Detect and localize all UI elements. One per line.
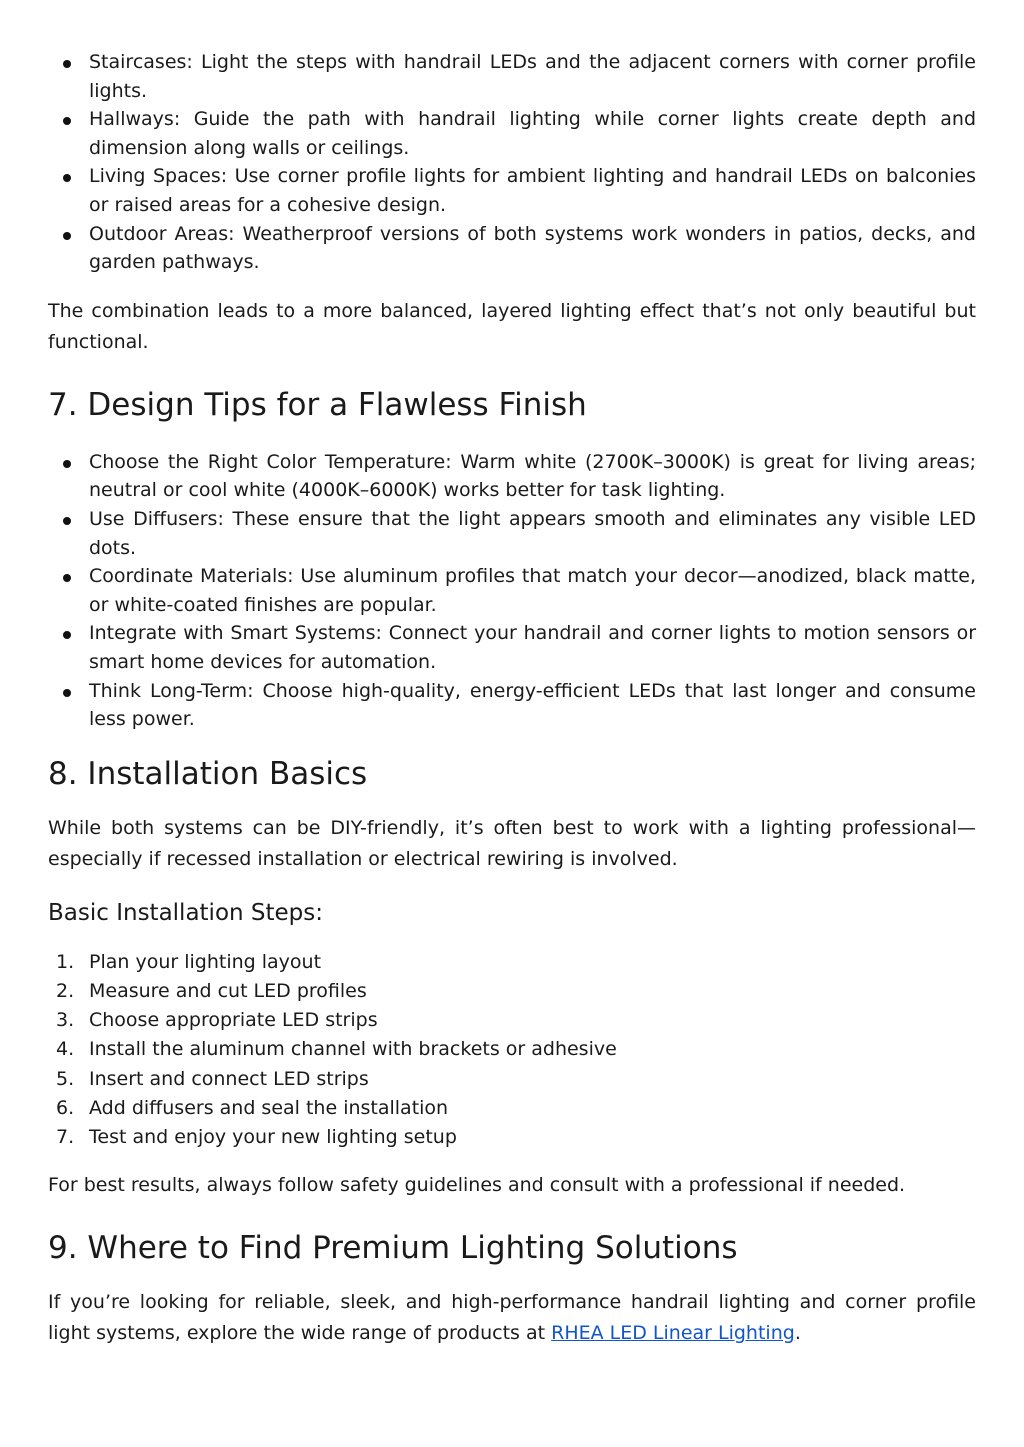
- step-number: 5.: [56, 1067, 75, 1090]
- step-number: 6.: [56, 1096, 75, 1119]
- applications-list: [48, 48, 976, 277]
- list-item: Choose the Right Color Temperature: Warm white (2700K–3000K) is great for living areas; neutral or cool white (4000K–6000K) works better for task lighting.: [48, 448, 976, 505]
- step-number: 1.: [56, 950, 75, 973]
- section-9-heading: 9. Where to Find Premium Lighting Solutions: [48, 1229, 738, 1266]
- list-item: Staircases: Light the steps with handrail LEDs and the adjacent corners with corner profile lights.: [48, 48, 976, 105]
- installation-steps-list: [48, 948, 976, 1152]
- list-item: Coordinate Materials: Use aluminum profiles that match your decor—anodized, black matte, or white-coated finishes are popular.: [48, 562, 976, 619]
- step-number: 3.: [56, 1009, 75, 1032]
- list-item: Outdoor Areas: Weatherproof versions of both systems work wonders in patios, decks, and garden pathways.: [48, 220, 976, 277]
- paragraph-text: If you’re looking for reliable, sleek, and high-performance handrail lighting and corner profile light systems, explore the wide range of products at: [48, 1290, 976, 1345]
- step-number: 7.: [56, 1125, 75, 1148]
- list-item: [48, 948, 976, 977]
- step-text: Choose appropriate LED strips: [89, 1009, 378, 1032]
- installation-intro: While both systems can be DIY-friendly, it’s often best to work with a lighting professional—especially if recessed installation or electrical rewiring is involved.: [48, 816, 976, 871]
- list-item: Think Long-Term: Choose high-quality, energy-efficient LEDs that last longer and consume less power.: [48, 677, 976, 734]
- list-item: [48, 1006, 976, 1035]
- installation-steps-subheading: Basic Installation Steps:: [48, 899, 324, 926]
- section-7-heading: 7. Design Tips for a Flawless Finish: [48, 386, 587, 423]
- combination-paragraph: The combination leads to a more balanced, layered lighting effect that’s not only beautiful but functional.: [48, 299, 976, 354]
- list-item: [48, 1094, 976, 1123]
- design-tips-list: [48, 448, 976, 734]
- document-page: [48, 46, 976, 1350]
- list-item: Living Spaces: Use corner profile lights for ambient lighting and handrail LEDs on balconies or raised areas for a cohesive design.: [48, 162, 976, 219]
- list-item: [48, 977, 976, 1006]
- list-item: Use Diffusers: These ensure that the light appears smooth and eliminates any visible LED dots.: [48, 505, 976, 562]
- step-text: Add diffusers and seal the installation: [89, 1096, 449, 1119]
- step-text: Insert and connect LED strips: [89, 1067, 369, 1090]
- premium-solutions-paragraph: [48, 1287, 976, 1350]
- section-8-heading: 8. Installation Basics: [48, 755, 368, 792]
- step-text: Measure and cut LED profiles: [89, 979, 367, 1002]
- list-item: Integrate with Smart Systems: Connect your handrail and corner lights to motion sensors or smart home devices for automation.: [48, 619, 976, 676]
- rhea-led-link[interactable]: RHEA LED Linear Lighting: [551, 1322, 795, 1345]
- list-item: [48, 1123, 976, 1152]
- step-text: Install the aluminum channel with brackets or adhesive: [89, 1038, 617, 1061]
- list-item: [48, 1035, 976, 1064]
- step-text: Plan your lighting layout: [89, 950, 322, 973]
- step-number: 4.: [56, 1038, 75, 1061]
- paragraph-text-end: .: [794, 1322, 801, 1345]
- list-item: Hallways: Guide the path with handrail lighting while corner lights create depth and dimension along walls or ceilings.: [48, 105, 976, 162]
- installation-closing: For best results, always follow safety guidelines and consult with a professional if needed.: [48, 1174, 906, 1197]
- list-item: [48, 1065, 976, 1094]
- step-number: 2.: [56, 979, 75, 1002]
- step-text: Test and enjoy your new lighting setup: [89, 1125, 457, 1148]
